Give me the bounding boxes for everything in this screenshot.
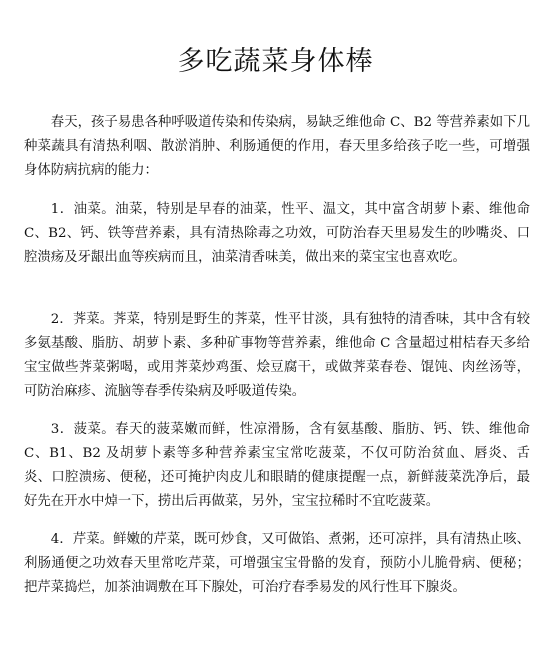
intro-paragraph: 春天，孩子易患各种呼吸道传染和传染病，易缺乏维他命 C、B2 等营养素如下几种菜蔬具有清热利咽、散淤消肿、利肠通便的作用，春天里多给孩子吃一些，可增强身体防病抗病的能力： bbox=[24, 115, 530, 178]
paragraph-shepherds-purse: 2．荠菜。荠菜，特别是野生的荠菜，性平甘淡，具有独特的清香味，其中含有较多氨基酸、脂肪、胡萝卜素、多种矿事物等营养素，维他命 C 含量超过柑桔春天多给宝宝做些荠菜粥喝，或用荠菜炒鸡蛋、烩豆腐干，或做荠菜春卷、馄饨、肉丝汤等，可防治麻疹、流脑等春季传染病及呼吸道传染。 bbox=[24, 312, 530, 399]
article-title: 多吃蔬菜身体棒 bbox=[177, 46, 374, 77]
paragraph-rapeseed: 1．油菜。油菜，特别是早春的油菜，性平、温文，其中富含胡萝卜素、维他命 C、B2、钙、铁等营养素，具有清热除毒之功效，可防治春天里易发生的吵嘴炎、口腔溃疡及牙龈出血等疾病而且，油菜清香味美，做出来的菜宝宝也喜欢吃。 bbox=[24, 202, 530, 265]
paragraph-celery: 4．芹菜。鲜嫩的芹菜，既可炒食，又可做馅、煮粥，还可凉拌，具有清热止咳、利肠通便之功效春天里常吃芹菜，可增强宝宝骨骼的发育，预防小儿脆骨病、便秘；把芹菜捣烂，加茶油调敷在耳下腺处，可治疗春季易发的风行性耳下腺炎。 bbox=[24, 532, 530, 595]
paragraph-spinach: 3．菠菜。春天的菠菜嫩而鲜，性凉滑肠，含有氨基酸、脂肪、钙、铁、维他命 C、B1、B2 及胡萝卜素等多种营养素宝宝常吃菠菜，不仅可防治贫血、唇炎、舌炎、口腔溃疡、便秘，还可掩护肉皮儿和眼睛的健康提醒一点，新鲜菠菜洗净后，最好先在开水中焯一下，捞出后再做菜，另外，宝宝拉稀时不宜吃菠菜。 bbox=[24, 422, 530, 509]
